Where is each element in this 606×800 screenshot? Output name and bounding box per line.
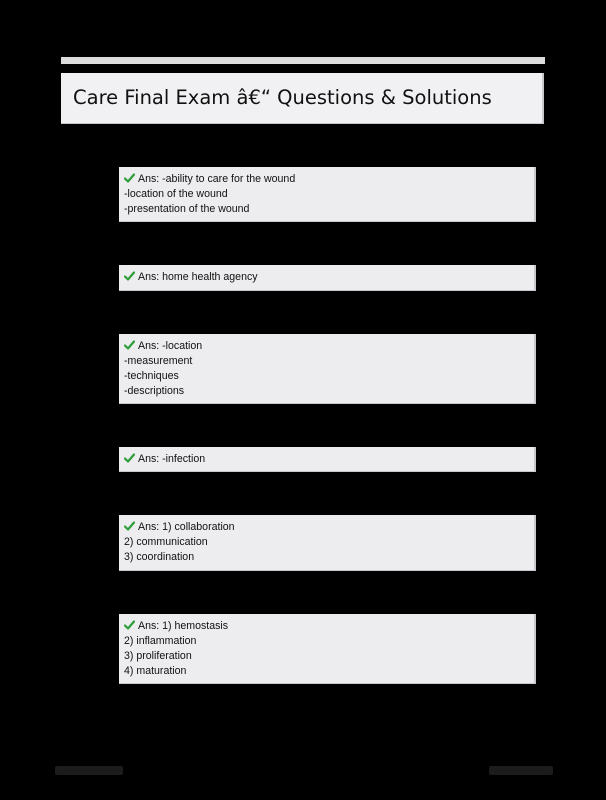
check-icon [124,271,135,281]
answer-line: -techniques [124,370,179,382]
answer-line: 3) coordination [124,551,195,563]
answer-line: -presentation of the wound [124,203,250,215]
answer-line: -descriptions [124,385,185,397]
answer-text: Ans: -infection [138,453,206,465]
answer-line [124,339,534,354]
answer-box [119,447,536,472]
page-title: Care Final Exam â€“ Questions & Solutions [73,86,492,109]
answer-line: 2) inflammation [124,635,197,647]
answer-line [124,520,534,535]
answer-line: 3) proliferation [124,650,192,662]
answer-box [119,515,536,571]
answer-text: Ans: -ability to care for the wound [138,173,296,185]
answer-line [124,172,534,187]
footer-left-mark [55,766,123,775]
check-icon [124,340,135,350]
check-icon [124,173,135,183]
check-icon [124,453,135,463]
answer-text: Ans: home health agency [138,271,258,283]
check-icon [124,521,135,531]
answer-line: -location of the wound [124,188,228,200]
footer-right-mark [489,766,553,775]
answer-box [119,265,536,291]
title-box [61,73,544,124]
answer-text: Ans: 1) collaboration [138,521,235,533]
answer-line: 2) communication [124,536,208,548]
answer-line: 4) maturation [124,665,187,677]
answer-box [119,167,536,222]
top-divider-bar [61,57,545,64]
answer-line [124,270,534,285]
answer-text: Ans: 1) hemostasis [138,620,229,632]
answer-line [124,452,534,467]
answer-box [119,334,536,404]
answer-text: Ans: -location [138,340,203,352]
answer-line [124,619,534,634]
check-icon [124,620,135,630]
answer-line: -measurement [124,355,193,367]
answer-box [119,614,536,684]
